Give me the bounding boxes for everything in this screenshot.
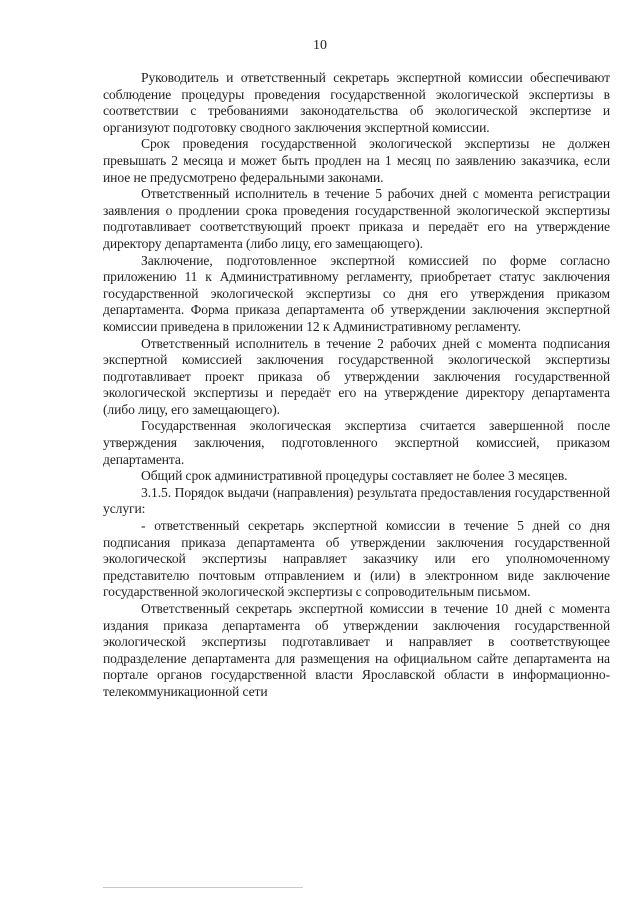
paragraph-delivery-to-customer: - ответственный секретарь экспертной комиссии в течение 5 дней со дня подписания приказа департамента об утверждении заключения государственной экологической экспертизы направляет заказчику или его уполномоченному представителю почтовым отправлением и (или) в электронном виде заключение государственной экологической экспертизы с сопроводительным письмом. [103, 518, 610, 600]
paragraph-website-publication: Ответственный секретарь экспертной комиссии в течение 10 дней с момента издания приказа департамента об утверждении заключения государственной экологической экспертизы подготавливает и направляет в соответствующее подразделение департамента для размещения на официальном сайте департамента на портале органов государственной власти Ярославской области в информационно-телекоммуникационной сети [103, 601, 610, 699]
paragraph-expertise-completed: Государственная экологическая экспертиза считается завершенной после утверждения заключения, подготовленного экспертной комиссией, приказом департамента. [103, 418, 610, 467]
page-number: 10 [313, 38, 327, 53]
paragraph-term-extension: Ответственный исполнитель в течение 5 рабочих дней с момента регистрации заявления о продлении срока проведения государственной экологической экспертизы подготавливает соответствующий проект приказа и передаёт его на утверждение директору департамента (либо лицу, его замещающего). [103, 186, 610, 251]
paragraph-commission-duties: Руководитель и ответственный секретарь экспертной комиссии обеспечивают соблюдение процедуры проведения государственной экологической экспертизы в соответствии с требованиями законодательства об экологической экспертизе и организуют подготовку сводного заключения экспертной комиссии. [103, 70, 610, 135]
paragraph-expertise-term: Срок проведения государственной экологической экспертизы не должен превышать 2 месяца и может быть продлен на 1 месяц по заявлению заказчика, если иное не предусмотрено федеральными законами. [103, 136, 610, 185]
document-body [103, 70, 610, 701]
paragraph-total-term: Общий срок административной процедуры составляет не более 3 месяцев. [141, 468, 568, 484]
footnote-divider [103, 887, 303, 888]
paragraph-approval-order: Ответственный исполнитель в течение 2 рабочих дней с момента подписания экспертной комиссией заключения государственной экологической экспертизы подготавливает проект приказа об утверждении заключения государственной экологической экспертизы и передаёт его на утверждение директору департамента (либо лицу, его замещающего). [103, 335, 610, 417]
paragraph-conclusion-status: Заключение, подготовленное экспертной комиссией по форме согласно приложению 11 к Административному регламенту, приобретает статус заключения государственной экологической экспертизы со дня его утверждения приказом департамента. Форма приказа департамента об утверждении заключения экспертной комиссии приведена в приложении 12 к Административному регламенту. [103, 252, 610, 334]
paragraph-section-3-1-5: 3.1.5. Порядок выдачи (направления) результата предоставления государственной услуги: [103, 484, 610, 517]
